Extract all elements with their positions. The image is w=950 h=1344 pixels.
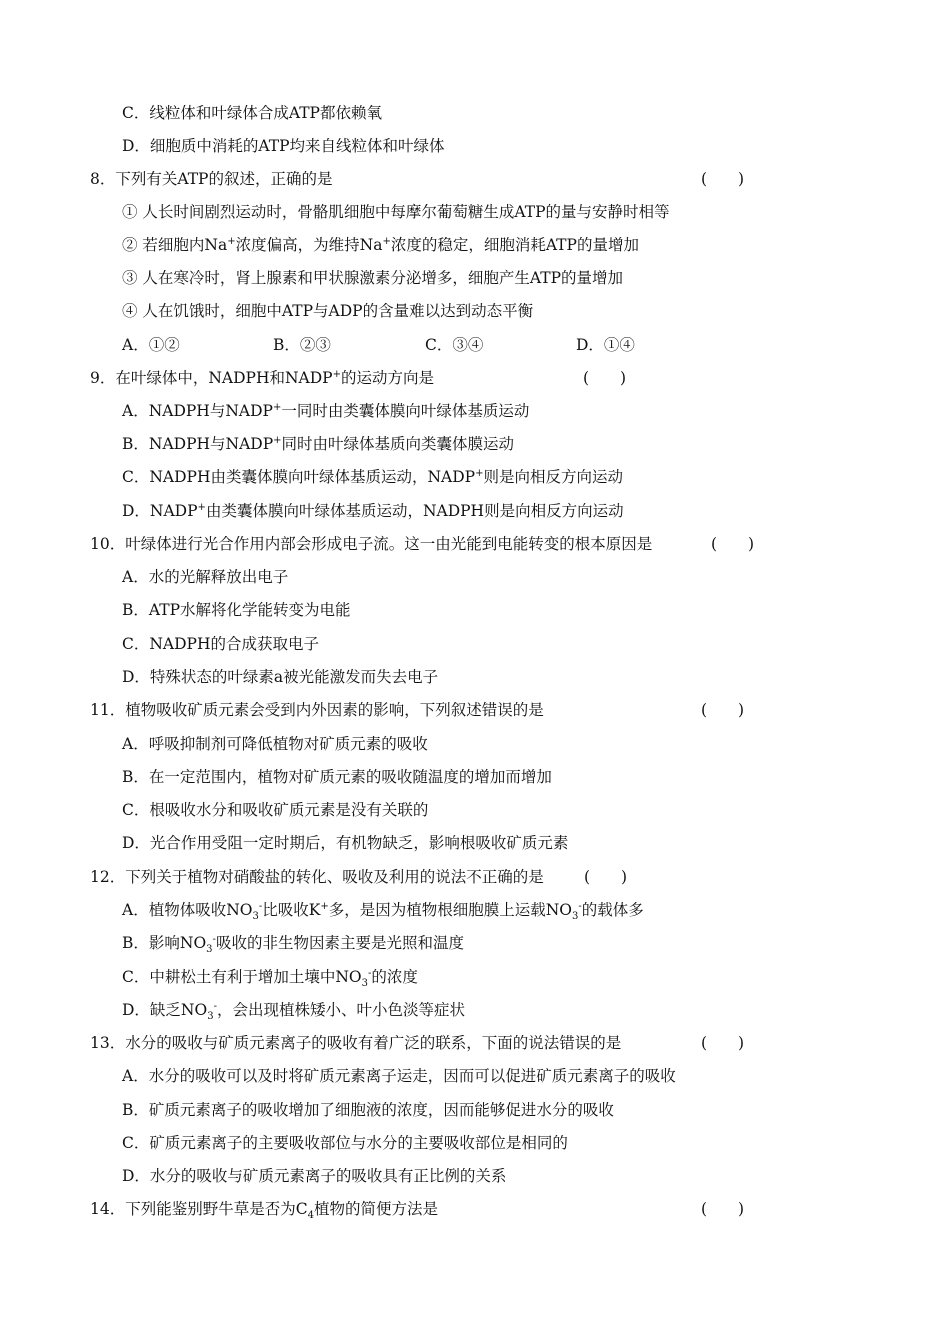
q11-stem: 11．植物吸收矿质元素会受到内外因素的影响，下列叙述错误的是 (90, 701, 544, 719)
q9-option-c: C．NADPH由类囊体膜向叶绿体基质运动，NADP+则是向相反方向运动 (122, 467, 624, 486)
q7-option-d: D．细胞质中消耗的ATP均来自线粒体和叶绿体 (122, 137, 445, 155)
q11-option-d: D．光合作用受阻一定时期后，有机物缺乏，影响根吸收矿质元素 (122, 834, 569, 852)
q13-option-b: B．矿质元素离子的吸收增加了细胞液的浓度，因而能够促进水分的吸收 (122, 1101, 614, 1119)
q8-item-2: ② 若细胞内Na+浓度偏高，为维持Na+浓度的稳定，细胞消耗ATP的量增加 (122, 235, 639, 254)
q11-option-c: C．根吸收水分和吸收矿质元素是没有关联的 (122, 801, 429, 819)
q8-option-d: D．①④ (576, 336, 635, 354)
q11-option-a: A．呼吸抑制剂可降低植物对矿质元素的吸收 (122, 735, 428, 753)
q12-stem: 12．下列关于植物对硝酸盐的转化、吸收及利用的说法不正确的是 (90, 868, 544, 886)
q13-option-d: D．水分的吸收与矿质元素离子的吸收具有正比例的关系 (122, 1167, 507, 1185)
q11-answer-paren: ( ) (701, 701, 745, 719)
q10-option-a: A．水的光解释放出电子 (122, 568, 289, 586)
q10-option-c: C．NADPH的合成获取电子 (122, 635, 319, 653)
q13-option-c: C．矿质元素离子的主要吸收部位与水分的主要吸收部位是相同的 (122, 1134, 568, 1152)
q13-stem: 13．水分的吸收与矿质元素离子的吸收有着广泛的联系，下面的说法错误的是 (90, 1034, 622, 1052)
q8-item-1: ① 人长时间剧烈运动时，骨骼肌细胞中每摩尔葡萄糖生成ATP的量与安静时相等 (122, 203, 670, 221)
q14-stem: 14．下列能鉴别野牛草是否为$C_4$植物的简便方法是 (90, 1200, 438, 1222)
q10-stem: 10．叶绿体进行光合作用内部会形成电子流。这一由光能到电能转变的根本原因是 (90, 535, 653, 553)
q8-option-b: B．②③ (273, 336, 331, 354)
q8-item-4: ④ 人在饥饿时，细胞中ATP与ADP的含量难以达到动态平衡 (122, 302, 534, 320)
q7-option-c: C．线粒体和叶绿体合成ATP都依赖氧 (122, 104, 382, 122)
q12-option-b: B．影响$NO_3^-$吸收的非生物因素主要是光照和温度 (122, 933, 464, 956)
q14-answer-paren: ( ) (701, 1200, 745, 1218)
q8-stem: 8．下列有关ATP的叙述，正确的是 (90, 170, 333, 188)
q12-option-c: C．中耕松土有利于增加土壤中$NO_3^-$的浓度 (122, 967, 418, 990)
q13-option-a: A．水分的吸收可以及时将矿质元素离子运走，因而可以促进矿质元素离子的吸收 (122, 1067, 676, 1085)
q10-option-b: B．ATP水解将化学能转变为电能 (122, 601, 351, 619)
q13-answer-paren: ( ) (701, 1034, 745, 1052)
q9-option-d: D．NADP+由类囊体膜向叶绿体基质运动，NADPH则是向相反方向运动 (122, 501, 624, 520)
q8-item-3: ③ 人在寒冷时，肾上腺素和甲状腺激素分泌增多，细胞产生ATP的量增加 (122, 269, 624, 287)
q9-stem: 9．在叶绿体中，NADPH和NADP+的运动方向是 (90, 368, 435, 387)
q12-option-a: A．植物体吸收$NO_3^-$比吸收K+多，是因为植物根细胞膜上运载$NO_3^-$的载体多 (122, 900, 644, 923)
q12-answer-paren: ( ) (584, 868, 628, 886)
q11-option-b: B．在一定范围内，植物对矿质元素的吸收随温度的增加而增加 (122, 768, 552, 786)
q8-answer-paren: ( ) (701, 170, 745, 188)
q9-option-a: A．NADPH与NADP+一同时由类囊体膜向叶绿体基质运动 (122, 401, 530, 420)
q10-option-d: D．特殊状态的叶绿素a被光能激发而失去电子 (122, 668, 439, 686)
q9-option-b: B．NADPH与NADP+同时由叶绿体基质向类囊体膜运动 (122, 434, 515, 453)
q12-option-d: D．缺乏$NO_3^-$，会出现植株矮小、叶小色淡等症状 (122, 1000, 465, 1023)
q10-answer-paren: ( ) (711, 535, 755, 553)
q8-option-c: C．③④ (425, 336, 484, 354)
q8-option-a: A．①② (122, 336, 180, 354)
q9-answer-paren: ( ) (583, 369, 627, 387)
